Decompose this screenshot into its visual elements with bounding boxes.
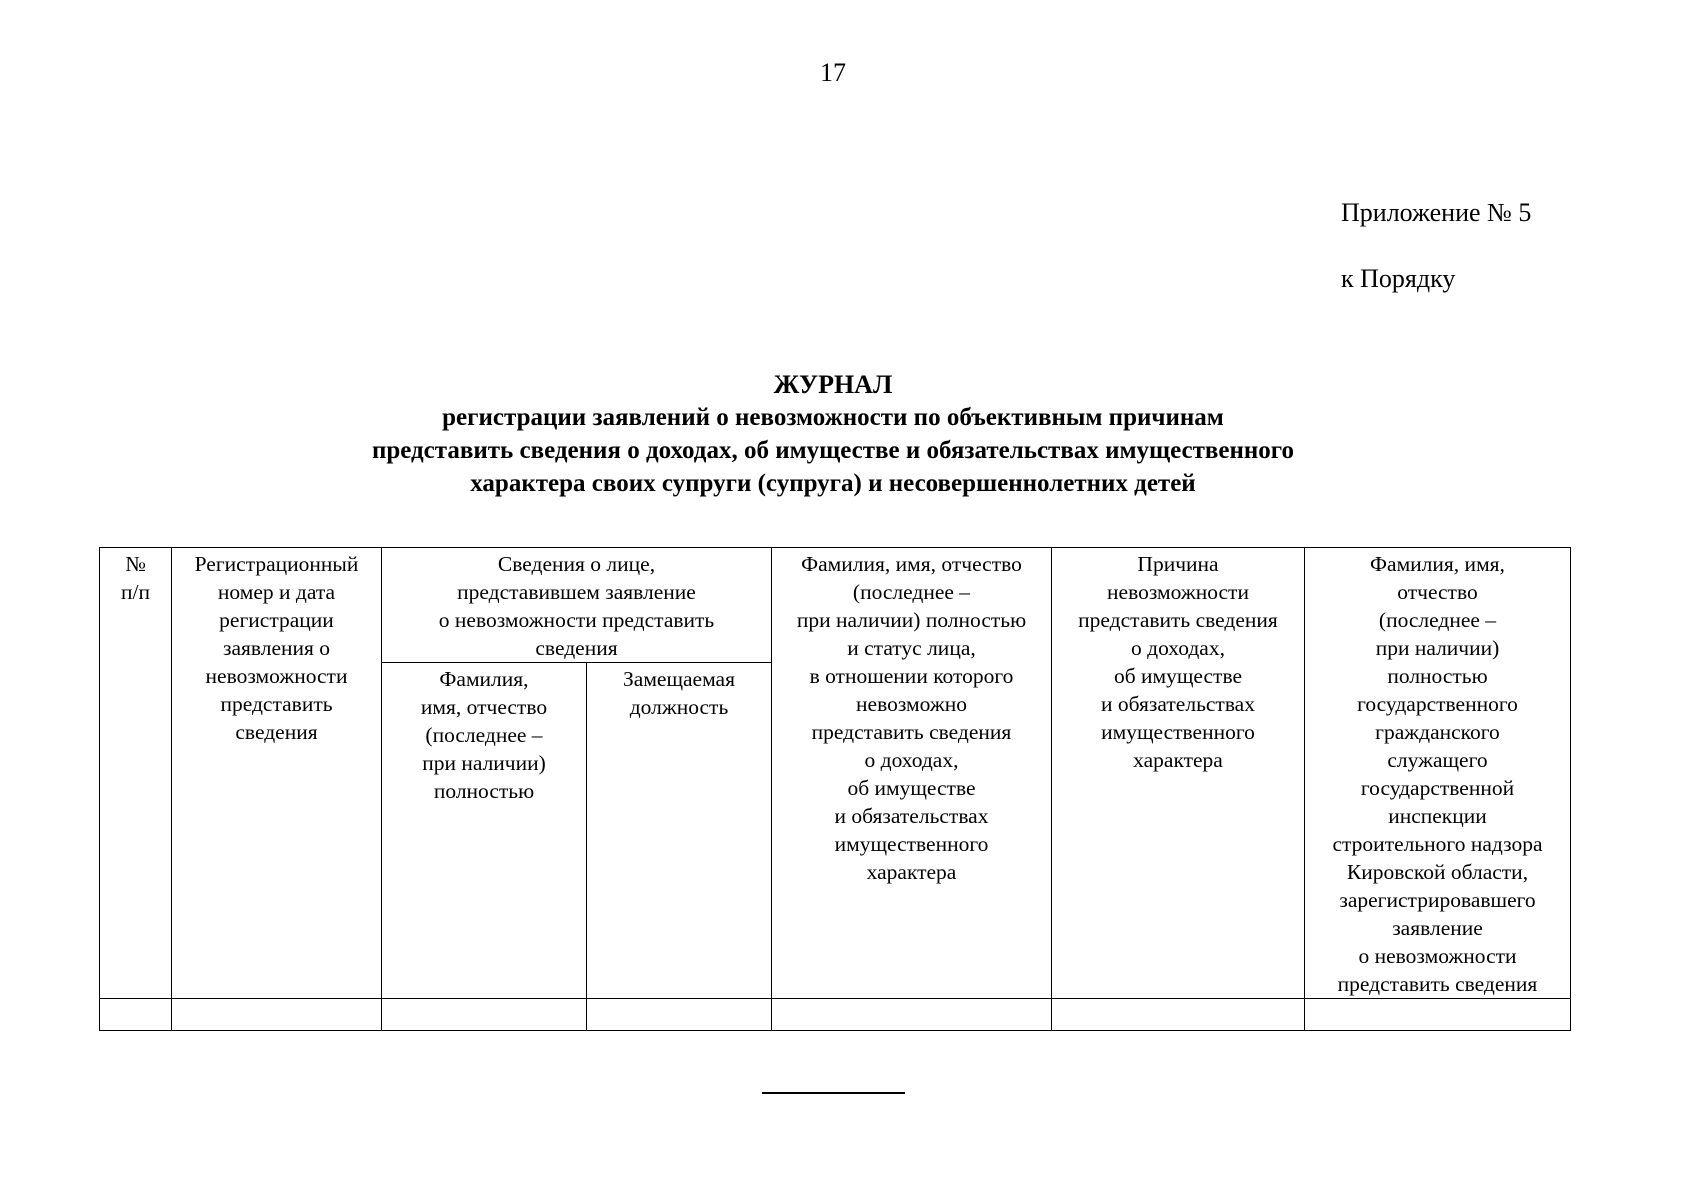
table-cell bbox=[1052, 999, 1305, 1031]
table-cell bbox=[172, 999, 382, 1031]
table-cell bbox=[382, 999, 587, 1031]
document-title bbox=[0, 368, 1666, 500]
header-registrar: Фамилия, имя, отчество (последнее – при наличии) полностью государственного гражданского служащего государственной инспекции строительного надзора Кировской области, зарегистрировавшего заявление о невозможности представить сведения bbox=[1305, 548, 1571, 999]
title-line-3: характера своих супруги (супруга) и несовершеннолетних детей bbox=[470, 470, 1196, 497]
header-person-group: Сведения о лице, представившем заявление о невозможности представить сведения bbox=[382, 548, 772, 663]
title-line-2: представить сведения о доходах, об имуществе и обязательствах имущественного bbox=[371, 437, 1295, 464]
title-main: ЖУРНАЛ bbox=[773, 370, 893, 399]
header-reason: Причина невозможности представить сведения о доходах, об имуществе и обязательствах имущественного характера bbox=[1052, 548, 1305, 999]
header-person-position: Замещаемая должность bbox=[587, 663, 772, 999]
table-header-row bbox=[100, 548, 1571, 663]
appendix-label: Приложение № 5 bbox=[1341, 198, 1532, 227]
footer-separator-line bbox=[762, 1092, 905, 1094]
header-person-name: Фамилия, имя, отчество (последнее – при наличии) полностью bbox=[382, 663, 587, 999]
page-number: 17 bbox=[820, 58, 846, 87]
header-relative: Фамилия, имя, отчество (последнее – при наличии) полностью и статус лица, в отношении которого невозможно представить сведения о доходах, об имуществе и обязательствах имущественного характера bbox=[772, 548, 1052, 999]
appendix-reference: к Порядку bbox=[1341, 264, 1456, 293]
header-registration: Регистрационный номер и дата регистрации заявления о невозможности представить сведения bbox=[172, 548, 382, 999]
table-cell bbox=[100, 999, 172, 1031]
header-number: № п/п bbox=[100, 548, 172, 999]
table-cell bbox=[1305, 999, 1571, 1031]
table-cell bbox=[587, 999, 772, 1031]
table-cell bbox=[772, 999, 1052, 1031]
journal-table bbox=[99, 547, 1571, 1031]
title-line-1: регистрации заявлений о невозможности по объективным причинам bbox=[442, 404, 1224, 431]
table-row bbox=[100, 999, 1571, 1031]
